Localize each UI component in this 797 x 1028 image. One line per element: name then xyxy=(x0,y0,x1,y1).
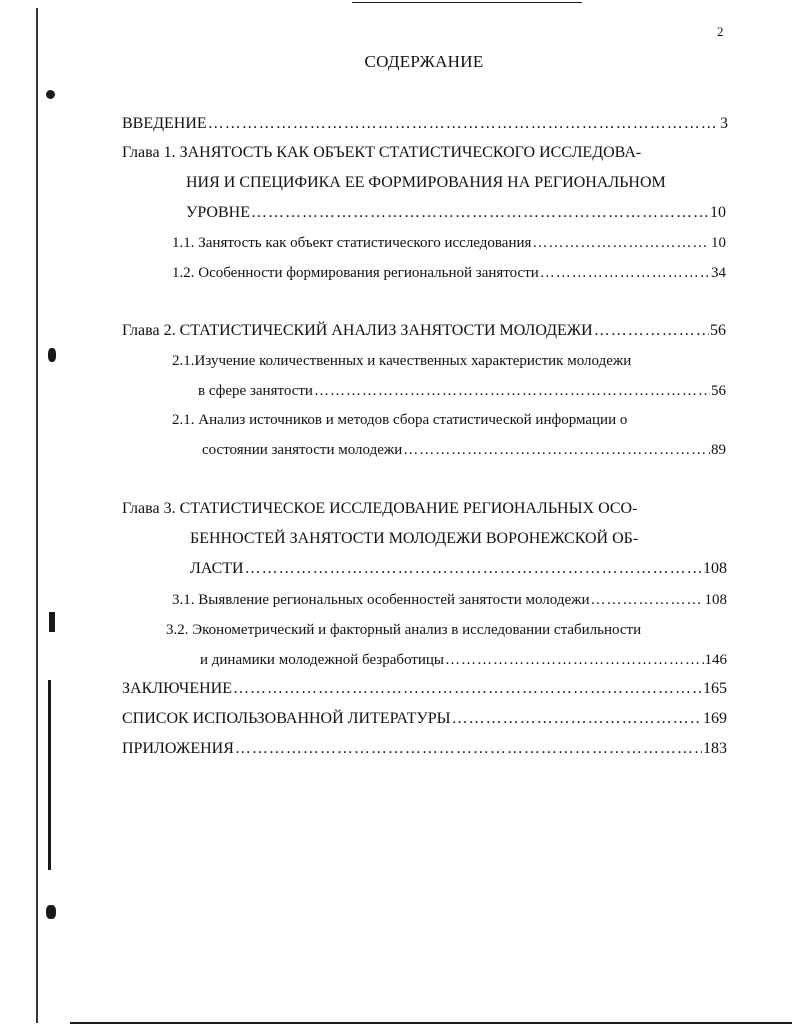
toc-label: СПИСОК ИСПОЛЬЗОВАННОЙ ЛИТЕРАТУРЫ xyxy=(122,710,451,727)
toc-page: 56 xyxy=(710,322,726,339)
toc-page: 3 xyxy=(720,115,728,132)
toc-leader xyxy=(445,650,704,670)
toc-label: ЛАСТИ xyxy=(190,560,244,577)
toc-page: 165 xyxy=(703,680,727,697)
toc-label: Глава 2. СТАТИСТИЧЕСКИЙ АНАЛИЗ ЗАНЯТОСТИ МОЛОДЕЖИ xyxy=(122,322,593,339)
toc-entry-references[interactable] xyxy=(122,709,727,729)
punch-mark xyxy=(48,348,56,362)
toc-label: в сфере занятости xyxy=(198,383,313,399)
chapter-3-title-line[interactable]: БЕННОСТЕЙ ЗАНЯТОСТИ МОЛОДЕЖИ ВОРОНЕЖСКОЙ ОБ- xyxy=(190,530,639,547)
toc-leader xyxy=(233,679,702,699)
toc-leader xyxy=(208,114,719,134)
toc-page: 34 xyxy=(711,265,726,281)
scan-edge-left xyxy=(36,8,38,1023)
toc-entry-conclusion[interactable] xyxy=(122,679,727,699)
toc-leader xyxy=(591,590,704,610)
toc-leader xyxy=(235,739,702,759)
toc-entry-section-1-1[interactable] xyxy=(172,233,726,253)
toc-entry-chapter-2[interactable] xyxy=(122,321,726,341)
punch-mark xyxy=(49,612,55,632)
toc-entry-intro[interactable] xyxy=(122,114,728,134)
toc-entry-chapter-3[interactable] xyxy=(190,559,727,579)
toc-entry-section-2-1[interactable] xyxy=(198,381,726,401)
chapter-1-title-line[interactable]: НИЯ И СПЕЦИФИКА ЕЕ ФОРМИРОВАНИЯ НА РЕГИОНАЛЬНОМ xyxy=(186,174,666,191)
toc-page: 108 xyxy=(704,592,727,608)
toc-label: ВВЕДЕНИЕ xyxy=(122,115,207,132)
toc-leader xyxy=(251,203,709,223)
punch-mark xyxy=(46,905,56,919)
toc-page: 10 xyxy=(711,235,726,251)
toc-label: 1.2. Особенности формирования региональной занятости xyxy=(172,265,539,281)
toc-page: 183 xyxy=(703,740,727,757)
toc-entry-chapter-1[interactable] xyxy=(186,203,726,223)
toc-page: 146 xyxy=(704,652,727,668)
toc-page: 10 xyxy=(710,204,726,221)
toc-entry-section-2-2[interactable] xyxy=(202,440,726,460)
toc-label: состоянии занятости молодежи xyxy=(202,442,403,458)
toc-label: УРОВНЕ xyxy=(186,204,250,221)
scan-edge-bottom xyxy=(70,1022,792,1024)
toc-page: 56 xyxy=(711,383,726,399)
section-3-2-title-line[interactable]: 3.2. Эконометрический и факторный анализ в исследовании стабильности xyxy=(166,622,642,638)
toc-label: 1.1. Занятость как объект статистического исследования xyxy=(172,235,532,251)
toc-leader xyxy=(452,709,702,729)
page-number: 2 xyxy=(717,24,724,39)
toc-entry-section-3-2[interactable] xyxy=(200,650,727,670)
toc-entry-appendices[interactable] xyxy=(122,739,727,759)
chapter-3-title-line[interactable]: Глава 3. СТАТИСТИЧЕСКОЕ ИССЛЕДОВАНИЕ РЕГИОНАЛЬНЫХ ОСО- xyxy=(122,500,638,517)
toc-leader xyxy=(403,440,710,460)
toc-leader xyxy=(245,559,702,579)
toc-leader xyxy=(540,263,710,283)
toc-label: и динамики молодежной безработицы xyxy=(200,652,444,668)
toc-page: 169 xyxy=(703,710,727,727)
toc-leader xyxy=(594,321,709,341)
toc-leader xyxy=(532,233,710,253)
toc-page: 89 xyxy=(711,442,726,458)
section-2-1-title-line[interactable]: 2.1.Изучение количественных и качественных характеристик молодежи xyxy=(172,353,632,369)
toc-label: ПРИЛОЖЕНИЯ xyxy=(122,740,234,757)
toc-page: 108 xyxy=(703,560,727,577)
binding-line xyxy=(48,680,51,870)
scan-edge-top xyxy=(352,2,582,3)
section-2-2-title-line[interactable]: 2.1. Анализ источников и методов сбора статистической информации о xyxy=(172,412,628,428)
page-title: СОДЕРЖАНИЕ xyxy=(364,52,484,71)
chapter-1-title-line[interactable]: Глава 1. ЗАНЯТОСТЬ КАК ОБЪЕКТ СТАТИСТИЧЕСКОГО ИССЛЕДОВА- xyxy=(122,144,642,161)
toc-label: 3.1. Выявление региональных особенностей занятости молодежи xyxy=(172,592,590,608)
punch-mark xyxy=(46,90,55,99)
toc-label: ЗАКЛЮЧЕНИЕ xyxy=(122,680,232,697)
toc-leader xyxy=(314,381,710,401)
toc-entry-section-1-2[interactable] xyxy=(172,263,726,283)
toc-entry-section-3-1[interactable] xyxy=(172,590,727,610)
